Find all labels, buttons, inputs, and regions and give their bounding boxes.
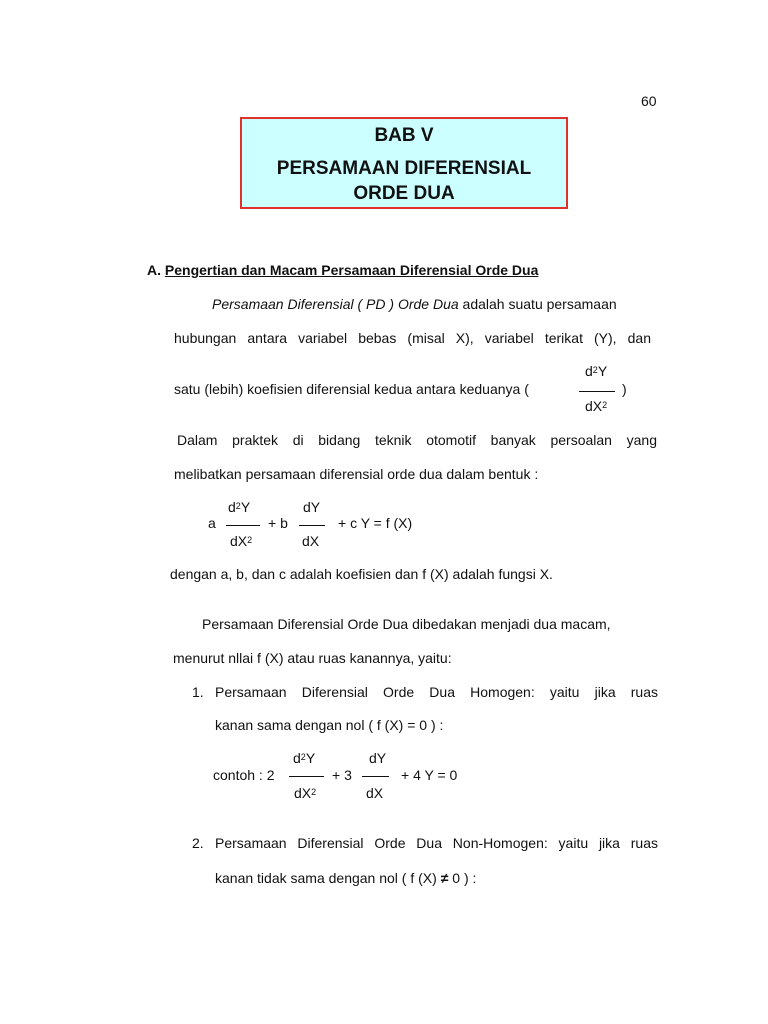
chapter-number: BAB V xyxy=(374,125,434,146)
intro-frac-numerator: $d^2Y$ xyxy=(585,363,608,379)
general-eq-frac1-den: $dX^2$ xyxy=(230,533,253,549)
intro-line-1-rest: adalah suatu persamaan xyxy=(458,296,617,312)
intro-frac-denominator: $dX^2$ xyxy=(585,398,608,414)
section-heading xyxy=(147,262,538,278)
item-1-line-2: kanan sama dengan nol ( f (X) = 0 ) : xyxy=(215,717,444,733)
intro-italic-term: Persamaan Diferensial ( PD ) Orde Dua xyxy=(212,296,459,312)
example-eq-label: contoh : 2 xyxy=(213,767,275,783)
general-eq-plus-b: + b xyxy=(268,515,288,531)
example-eq-frac1-den: $dX^2$ xyxy=(294,785,317,801)
general-eq-frac1-bar xyxy=(226,525,260,526)
chapter-title-line-2: ORDE DUA xyxy=(353,183,455,204)
not-equal-sign: ≠ xyxy=(440,870,449,886)
types-intro-line-1: Persamaan Diferensial Orde Dua dibedakan menjadi dua macam, xyxy=(202,616,611,632)
practice-line-1: Dalam praktek di bidang teknik otomotif banyak persoalan yang xyxy=(177,432,657,448)
general-eq-frac2-num: dY xyxy=(303,499,321,515)
intro-line-3-close: ) xyxy=(622,381,627,397)
general-eq-frac1-num: $d^2Y$ xyxy=(228,499,251,515)
intro-line-2: hubungan antara variabel bebas (misal X), variabel terikat (Y), dan xyxy=(174,330,651,346)
general-eq-frac2-den: dX xyxy=(302,533,320,549)
example-eq-frac2-bar xyxy=(362,776,389,777)
intro-frac-bar xyxy=(579,391,615,392)
coefficient-note: dengan a, b, dan c adalah koefisien dan f (X) adalah fungsi X. xyxy=(170,566,553,582)
chapter-title-box xyxy=(240,117,568,209)
example-eq-rest: + 4 Y = 0 xyxy=(401,767,458,783)
section-letter: A. xyxy=(147,262,161,278)
item-1-number: 1. xyxy=(192,684,204,700)
chapter-title-line-1: PERSAMAAN DIFERENSIAL xyxy=(276,158,532,179)
intro-line-1 xyxy=(212,296,617,312)
types-intro-line-2: menurut nllai f (X) atau ruas kanannya, yaitu: xyxy=(173,650,452,666)
example-eq-frac1-bar xyxy=(289,776,324,777)
general-eq-rest: + c Y = f (X) xyxy=(338,515,413,531)
practice-line-2: melibatkan persamaan diferensial orde dua dalam bentuk : xyxy=(174,466,539,482)
item-1-line-1: Persamaan Diferensial Orde Dua Homogen: yaitu jika ruas xyxy=(215,684,658,700)
page-number: 60 xyxy=(641,93,657,109)
item-2-line-1: Persamaan Diferensial Orde Dua Non-Homogen: yaitu jika ruas xyxy=(215,835,658,851)
general-eq-a: a xyxy=(208,515,216,531)
general-eq-frac2-bar xyxy=(299,525,325,526)
section-heading-text: Pengertian dan Macam Persamaan Diferensial Orde Dua xyxy=(164,262,539,278)
example-eq-plus-3: + 3 xyxy=(332,767,352,783)
example-eq-frac2-num: dY xyxy=(369,750,387,766)
item-2-number: 2. xyxy=(192,835,204,851)
example-eq-frac2-den: dX xyxy=(366,785,384,801)
example-eq-frac1-num: $d^2Y$ xyxy=(293,750,316,766)
item-2-line-2: kanan tidak sama dengan nol ( f (X) ≠ 0 ) : xyxy=(215,870,477,886)
intro-line-3: satu (lebih) koefisien diferensial kedua antara keduanya ( xyxy=(174,381,529,397)
